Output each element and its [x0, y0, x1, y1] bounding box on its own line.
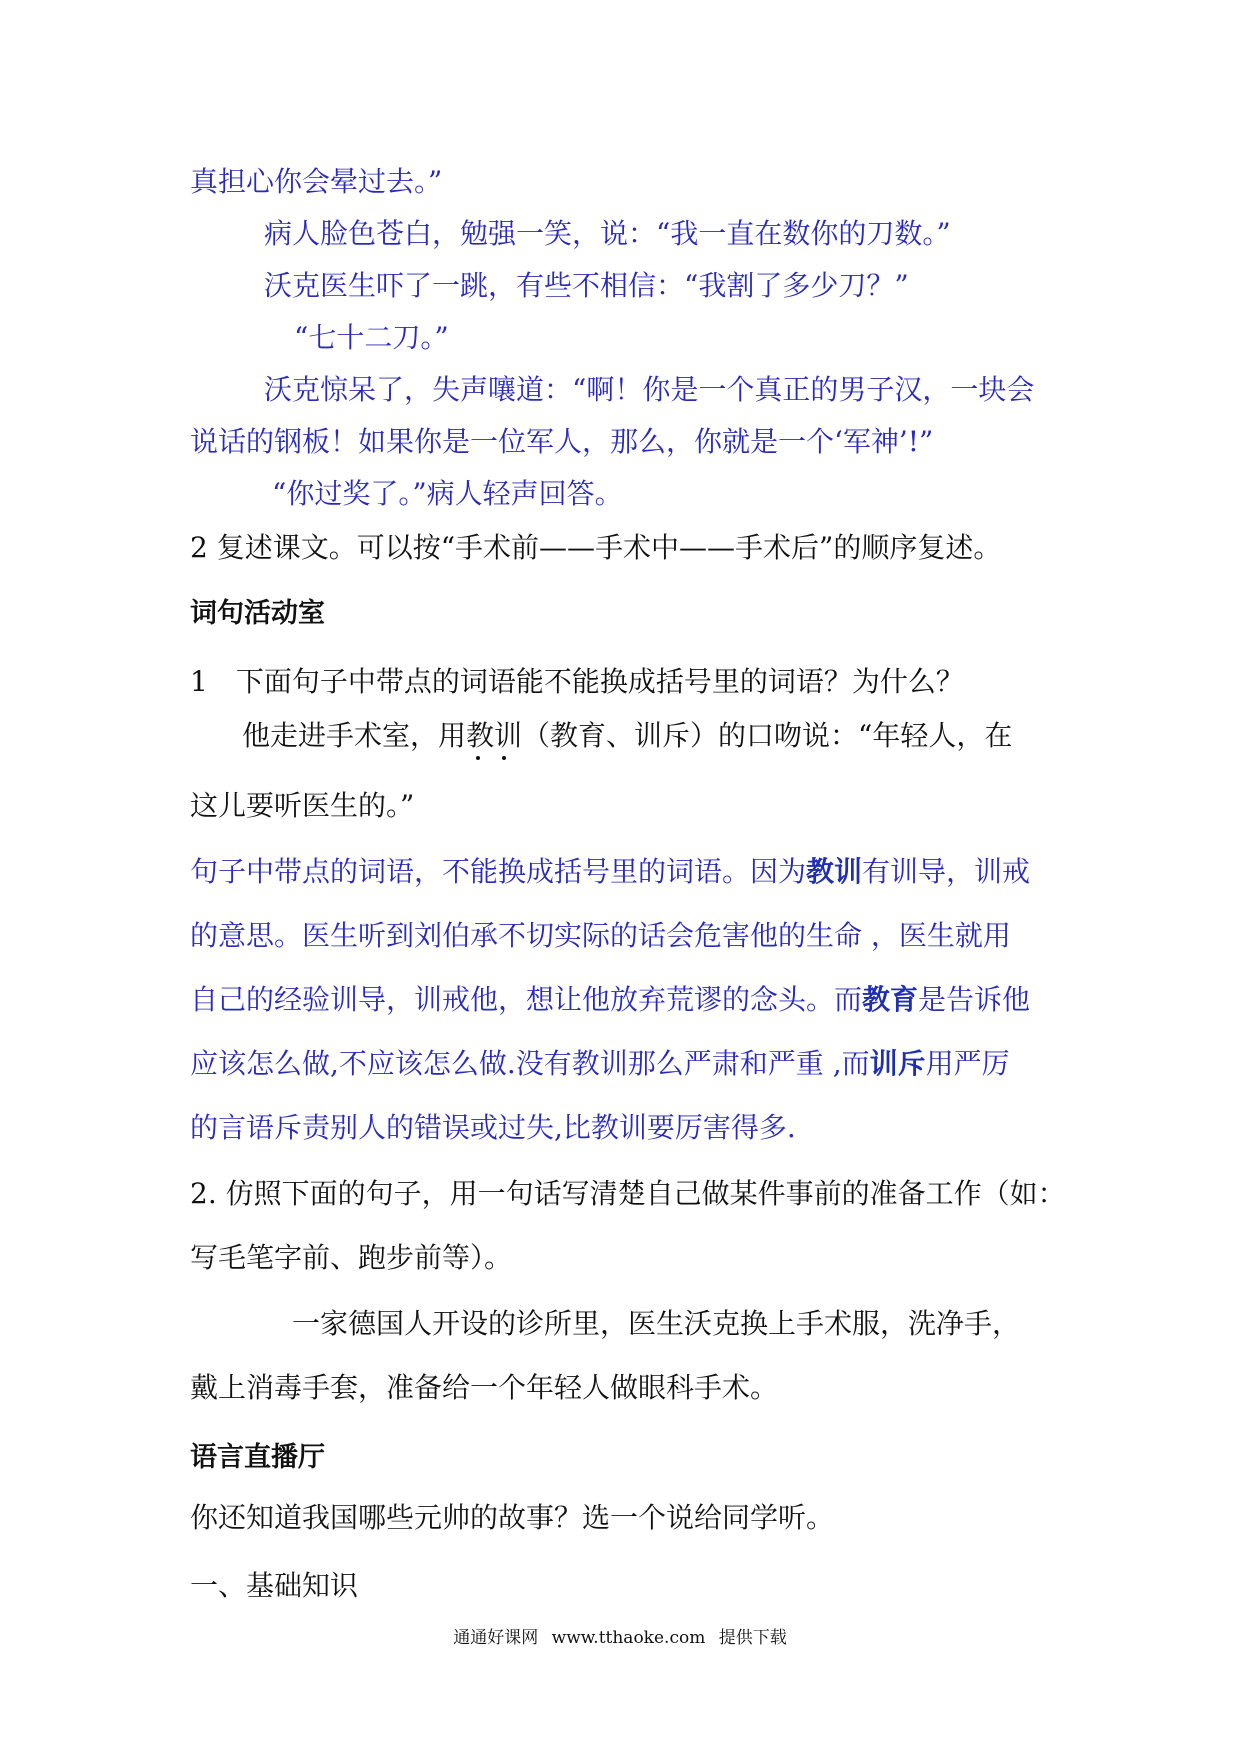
answer-text: 是告诉他 — [918, 983, 1031, 1016]
story-line: “七十二刀。” — [294, 321, 449, 354]
footer-site-name: 通通好课网 — [453, 1628, 539, 1648]
example-sentence-line2: 这儿要听医生的。” — [190, 789, 415, 822]
section-text: 你还知道我国哪些元帅的故事？选一个说给同学听。 — [190, 1501, 835, 1534]
example-sentence — [242, 718, 1012, 754]
section-heading: 语言直播厅 — [190, 1442, 325, 1473]
answer-text: 应该怎么做,不应该怎么做.没有教训那么严肃和严重 ,而 — [190, 1047, 870, 1080]
question-1: 1 下面句子中带点的词语能不能换成括号里的词语？为什么？ — [190, 665, 964, 698]
keyword: 教育 — [862, 983, 919, 1016]
question-2-cont: 写毛笔字前、跑步前等）。 — [190, 1241, 513, 1274]
section-heading: 词句活动室 — [190, 598, 325, 629]
emphasis-dot — [476, 756, 480, 760]
answer-line: 的意思。医生听到刘伯承不切实际的话会危害他的生命 ，医生就用 — [190, 919, 1011, 952]
answer-text: 句子中带点的词语，不能换成括号里的词语。因为 — [190, 855, 807, 888]
keyword: 教训 — [806, 855, 863, 888]
answer-text: 用严厉 — [925, 1047, 1010, 1080]
story-line: 真担心你会晕过去。” — [190, 165, 443, 198]
page-footer — [0, 1626, 1240, 1650]
dotted-word-text: 教训 — [466, 719, 523, 752]
sentence-part: （教育、训斥）的口吻说：“年轻人，在 — [522, 719, 1013, 752]
emphasis-dot — [502, 756, 506, 760]
story-line: 病人脸色苍白，勉强一笑，说：“我一直在数你的刀数。” — [264, 217, 951, 250]
keyword: 训斥 — [869, 1047, 926, 1080]
dotted-word — [466, 719, 522, 752]
footer-url[interactable]: www.tthaoke.com — [551, 1628, 706, 1648]
answer-line: 的言语斥责别人的错误或过失,比教训要厉害得多. — [190, 1111, 796, 1144]
model-sentence: 一家德国人开设的诊所里，医生沃克换上手术服，洗净手， — [292, 1307, 1021, 1340]
retell-instruction: 2 复述课文。可以按“手术前——手术中——手术后”的顺序复述。 — [190, 531, 1002, 564]
section-heading-basic: 一、基础知识 — [190, 1569, 359, 1602]
story-line: 沃克惊呆了，失声嚷道：“啊！你是一个真正的男子汉，一块会 — [264, 373, 1035, 406]
sentence-part: 他走进手术室，用 — [242, 719, 467, 752]
answer-line — [190, 854, 1030, 890]
question-2: 2. 仿照下面的句子，用一句话写清楚自己做某件事前的准备工作（如： — [190, 1177, 1066, 1210]
footer-tail: 提供下载 — [718, 1628, 787, 1648]
answer-text: 有训导，训戒 — [862, 855, 1031, 888]
model-sentence-cont: 戴上消毒手套，准备给一个年轻人做眼科手术。 — [190, 1371, 779, 1404]
answer-line — [190, 1046, 1010, 1082]
story-line: 说话的钢板！如果你是一位军人，那么，你就是一个‘军神’!” — [190, 425, 934, 458]
story-line: 沃克医生吓了一跳，有些不相信：“我割了多少刀？” — [264, 269, 909, 302]
story-line: “你过奖了。”病人轻声回答。 — [272, 477, 623, 510]
answer-text: 自己的经验训导，训戒他，想让他放弃荒谬的念头。而 — [190, 983, 863, 1016]
answer-line — [190, 982, 1030, 1018]
